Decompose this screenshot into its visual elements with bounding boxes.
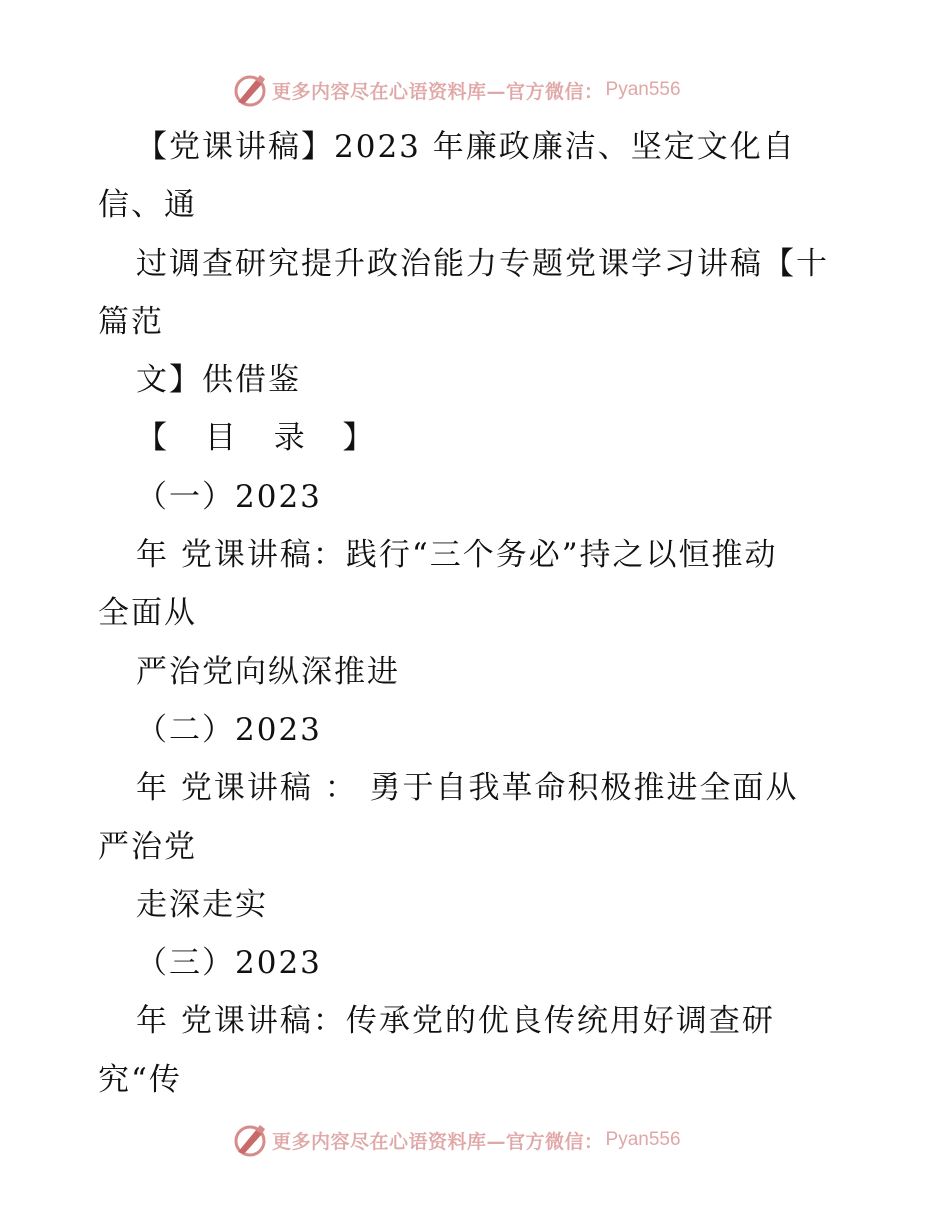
pen-logo-icon bbox=[232, 1122, 268, 1158]
watermark-wechat-id: Pyan556 bbox=[605, 1129, 681, 1150]
toc-item-1-line-1: 年 党课讲稿：践行“三个务必”持之以恒推动 bbox=[136, 537, 778, 574]
document-body bbox=[98, 118, 858, 1109]
title-line-4: 篇范 bbox=[98, 303, 164, 340]
footer-watermark bbox=[232, 1120, 681, 1160]
pen-logo-icon bbox=[232, 72, 268, 108]
watermark-wechat-id: Pyan556 bbox=[605, 79, 681, 100]
toc-item-2-number: （二）2023 bbox=[136, 711, 322, 748]
toc-item-2-line-1: 年 党课讲稿 ： 勇于自我革命积极推进全面从 bbox=[136, 770, 799, 807]
title-line-5: 文】供借鉴 bbox=[136, 362, 301, 399]
title-line-1: 【党课讲稿】2023 年廉政廉洁、坚定文化自 bbox=[136, 129, 796, 165]
toc-item-3-line-2: 究“传 bbox=[98, 1061, 182, 1098]
toc-heading: 【 目 录 】 bbox=[136, 420, 388, 457]
title-line-2: 信、通 bbox=[98, 187, 197, 224]
toc-item-3-number: （三）2023 bbox=[136, 945, 322, 982]
watermark-text: 更多内容尽在心语资料库—官方微信： bbox=[272, 1130, 604, 1153]
toc-item-1-line-3: 严治党向纵深推进 bbox=[136, 653, 400, 690]
watermark-text: 更多内容尽在心语资料库—官方微信： bbox=[272, 80, 604, 103]
header-watermark bbox=[232, 70, 681, 110]
toc-item-3-line-1: 年 党课讲稿：传承党的优良传统用好调查研 bbox=[136, 1003, 775, 1040]
title-line-3: 过调查研究提升政治能力专题党课学习讲稿【十 bbox=[136, 245, 829, 282]
toc-item-1-line-2: 全面从 bbox=[98, 595, 197, 632]
toc-item-1-number: （一）2023 bbox=[136, 478, 322, 515]
toc-item-2-line-3: 走深走实 bbox=[136, 886, 268, 923]
toc-item-2-line-2: 严治党 bbox=[98, 828, 197, 865]
